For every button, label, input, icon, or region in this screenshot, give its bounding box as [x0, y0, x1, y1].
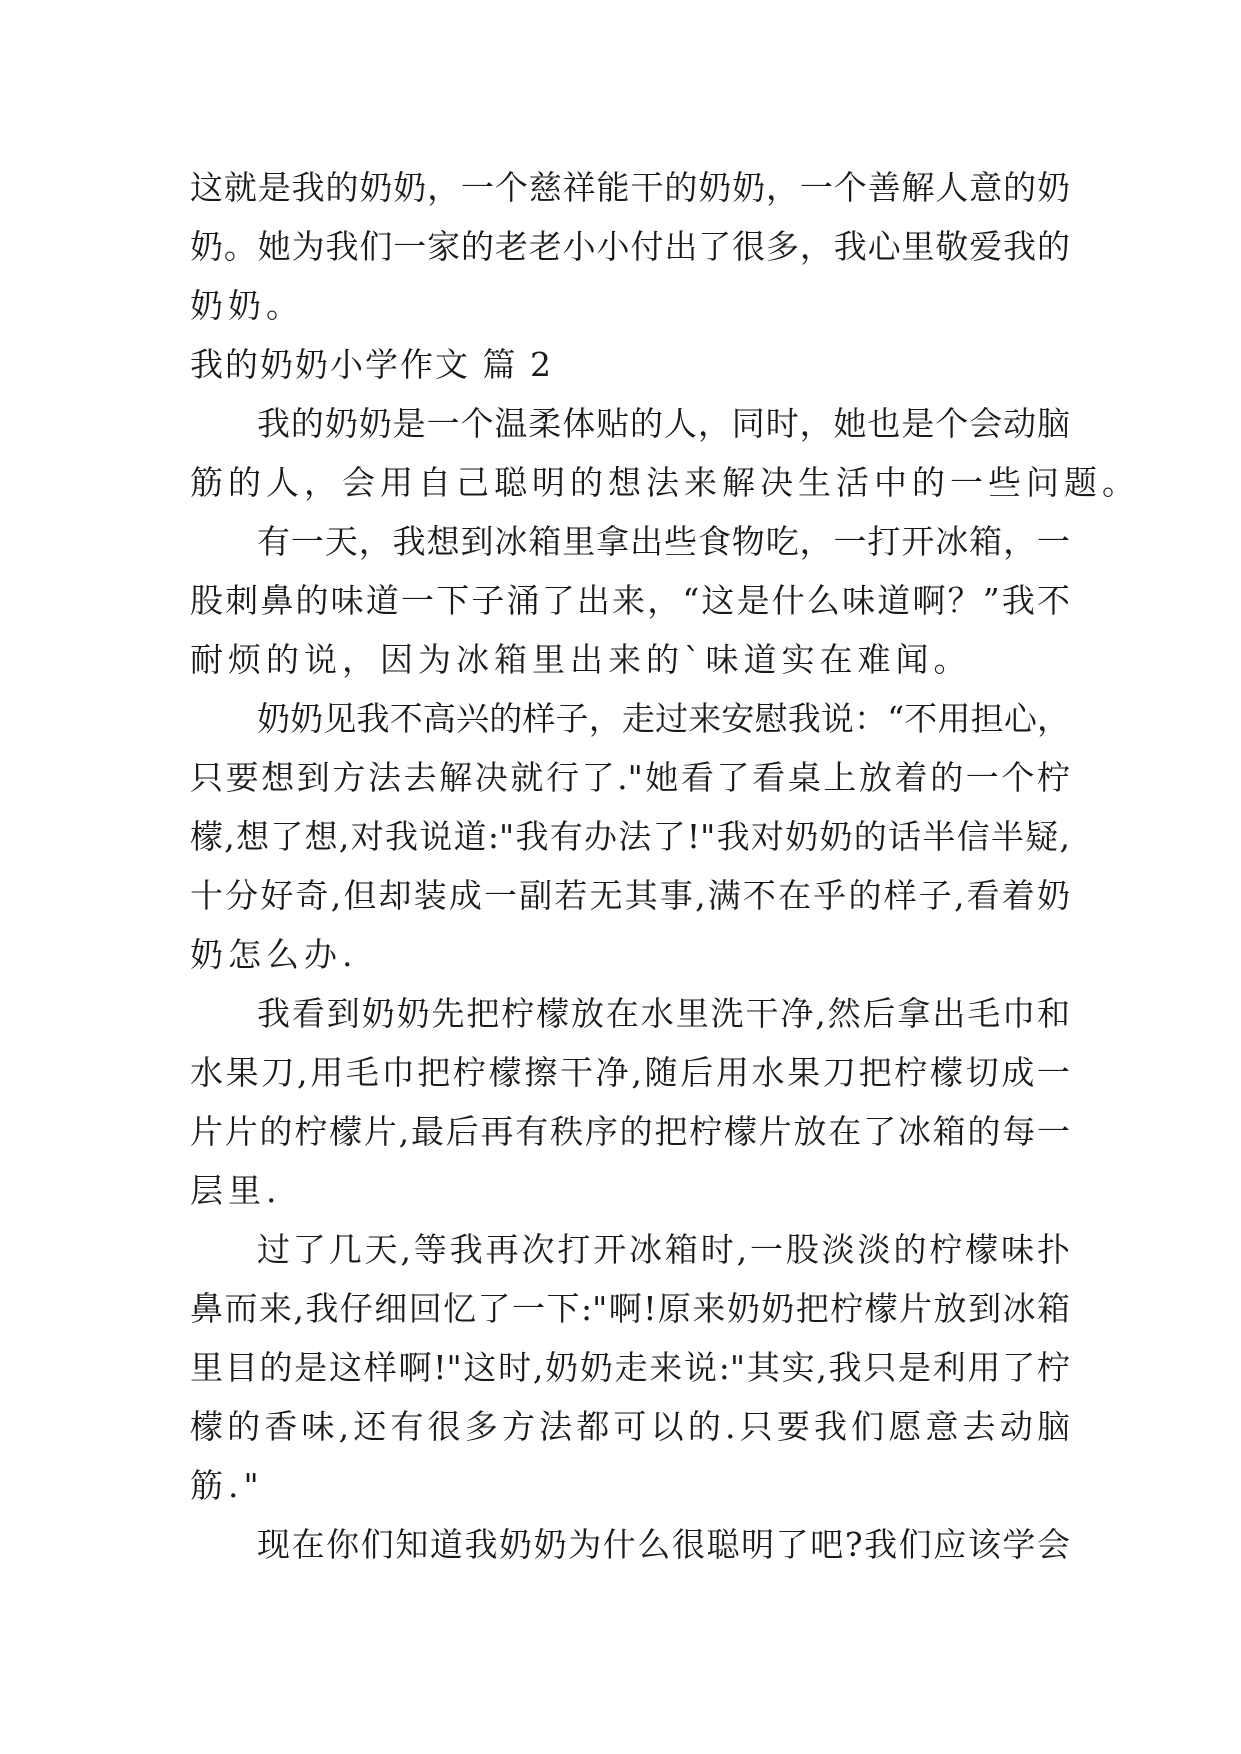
paragraph-line: 水果刀,用毛巾把柠檬擦干净,随后用水果刀把柠檬切成一	[190, 1053, 1070, 1092]
paragraph-line: 奶奶。	[190, 286, 304, 325]
paragraph-line: 只要想到方法去解决就行了."她看了看桌上放着的一个柠	[190, 758, 1070, 797]
paragraph-line: 里目的是这样啊!"这时,奶奶走来说:"其实,我只是利用了柠	[190, 1348, 1070, 1387]
paragraph-line: 筋."	[190, 1466, 264, 1505]
paragraph-line: 这就是我的奶奶，一个慈祥能干的奶奶，一个善解人意的奶	[190, 168, 1070, 207]
paragraph-line: 奶。她为我们一家的老老小小付出了很多，我心里敬爱我的	[190, 227, 1070, 266]
paragraph-line: 我的奶奶是一个温柔体贴的人，同时，她也是个会动脑	[257, 404, 1070, 443]
paragraph-line: 十分好奇,但却装成一副若无其事,满不在乎的样子,看着奶	[190, 876, 1070, 915]
paragraph-line: 片片的柠檬片,最后再有秩序的把柠檬片放在了冰箱的每一	[190, 1112, 1070, 1151]
paragraph-line: 奶怎么办.	[190, 935, 358, 974]
paragraph-line: 层里.	[190, 1171, 282, 1210]
section-heading: 我的奶奶小学作文 篇 2	[190, 345, 553, 384]
paragraph-line: 我看到奶奶先把柠檬放在水里洗干净,然后拿出毛巾和	[257, 994, 1070, 1033]
paragraph-line: 耐烦的说，因为冰箱里出来的`味道实在难闻。	[190, 640, 972, 679]
paragraph-line: 檬,想了想,对我说道:"我有办法了!"我对奶奶的话半信半疑,	[190, 817, 1070, 856]
paragraph-line: 筋的人，会用自己聪明的想法来解决生活中的一些问题。	[190, 463, 1140, 502]
paragraph-line: 奶奶见我不高兴的样子，走过来安慰我说：“不用担心，	[257, 699, 1070, 738]
paragraph-line: 檬的香味,还有很多方法都可以的.只要我们愿意去动脑	[190, 1407, 1070, 1446]
paragraph-line: 鼻而来,我仔细回忆了一下:"啊!原来奶奶把柠檬片放到冰箱	[190, 1289, 1070, 1328]
paragraph-line: 股刺鼻的味道一下子涌了出来，“这是什么味道啊？”我不	[190, 581, 1070, 620]
paragraph-line: 现在你们知道我奶奶为什么很聪明了吧?我们应该学会	[257, 1525, 1070, 1564]
paragraph-line: 有一天，我想到冰箱里拿出些食物吃，一打开冰箱，一	[257, 522, 1070, 561]
paragraph-line: 过了几天,等我再次打开冰箱时,一股淡淡的柠檬味扑	[257, 1230, 1070, 1269]
